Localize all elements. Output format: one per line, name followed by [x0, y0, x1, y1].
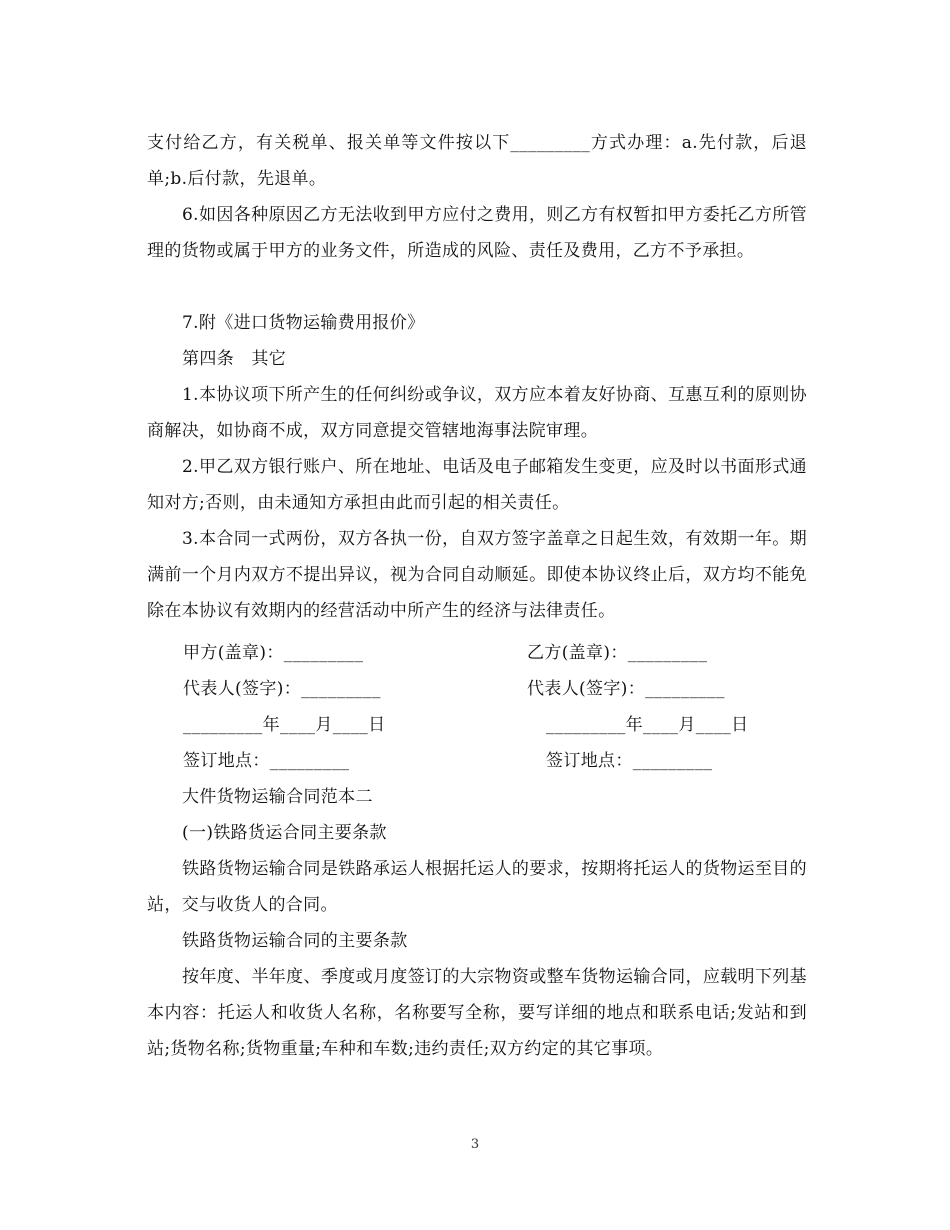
paragraph-clause-3: 3.本合同一式两份，双方各执一份，自双方签字盖章之日起生效，有效期一年。期满前一个月内双方不提出异议，视为合同自动顺延。即使本协议终止后，双方均不能免除在本协议有效期内的经营活动中所产生的经济与法律责任。	[147, 529, 807, 621]
party-a-signing-place-line: 签订地点：_________	[183, 751, 350, 771]
section-heading-template-2: 大件货物运输合同范本二	[182, 787, 373, 807]
paragraph-clause-1: 1.本协议项下所产生的任何纠纷或争议，双方应本着友好协商、互惠互利的原则协商解决，如协商不成，双方同意提交管辖地海事法院审理。	[147, 385, 807, 441]
paragraph-main-terms-content: 按年度、半年度、季度或月度签订的大宗物资或整车货物运输合同，应载明下列基本内容：托运人和收货人名称，名称要写全称，要写详细的地点和联系电话;发站和到站;货物名称;货物重量;车种和车数;违约责任;双方约定的其它事项。	[147, 967, 807, 1059]
party-b-signing-place-line: 签订地点：_________	[546, 751, 713, 771]
paragraph-payment-method: 支付给乙方，有关税单、报关单等文件按以下_________方式办理：a.先付款，后退单;b.后付款，先退单。	[147, 133, 807, 189]
party-a-date-line: _________年____月____日	[183, 715, 386, 735]
paragraph-item-7: 7.附《进口货物运输费用报价》	[182, 313, 425, 333]
paragraph-clause-2: 2.甲乙双方银行账户、所在地址、电话及电子邮箱发生变更，应及时以书面形式通知对方;否则，由未通知方承担由此而引起的相关责任。	[147, 457, 807, 513]
party-a-seal-line: 甲方(盖章)：_________	[183, 643, 364, 663]
party-b-date-line: _________年____月____日	[546, 715, 749, 735]
page-number: 3	[470, 1137, 480, 1152]
paragraph-railway-definition: 铁路货物运输合同是铁路承运人根据托运人的要求，按期将托运人的货物运至目的站，交与收货人的合同。	[147, 859, 807, 915]
section-heading-article-4: 第四条 其它	[182, 349, 287, 369]
party-a-representative-line: 代表人(签字)：_________	[183, 679, 381, 699]
subheading-railway-contract: (一)铁路货运合同主要条款	[182, 823, 387, 843]
subheading-main-terms: 铁路货物运输合同的主要条款	[182, 931, 408, 951]
paragraph-item-6: 6.如因各种原因乙方无法收到甲方应付之费用，则乙方有权暂扣甲方委托乙方所管理的货物或属于甲方的业务文件，所造成的风险、责任及费用，乙方不予承担。	[147, 205, 807, 261]
party-b-seal-line: 乙方(盖章)：_________	[527, 643, 708, 663]
party-b-representative-line: 代表人(签字)：_________	[527, 679, 725, 699]
